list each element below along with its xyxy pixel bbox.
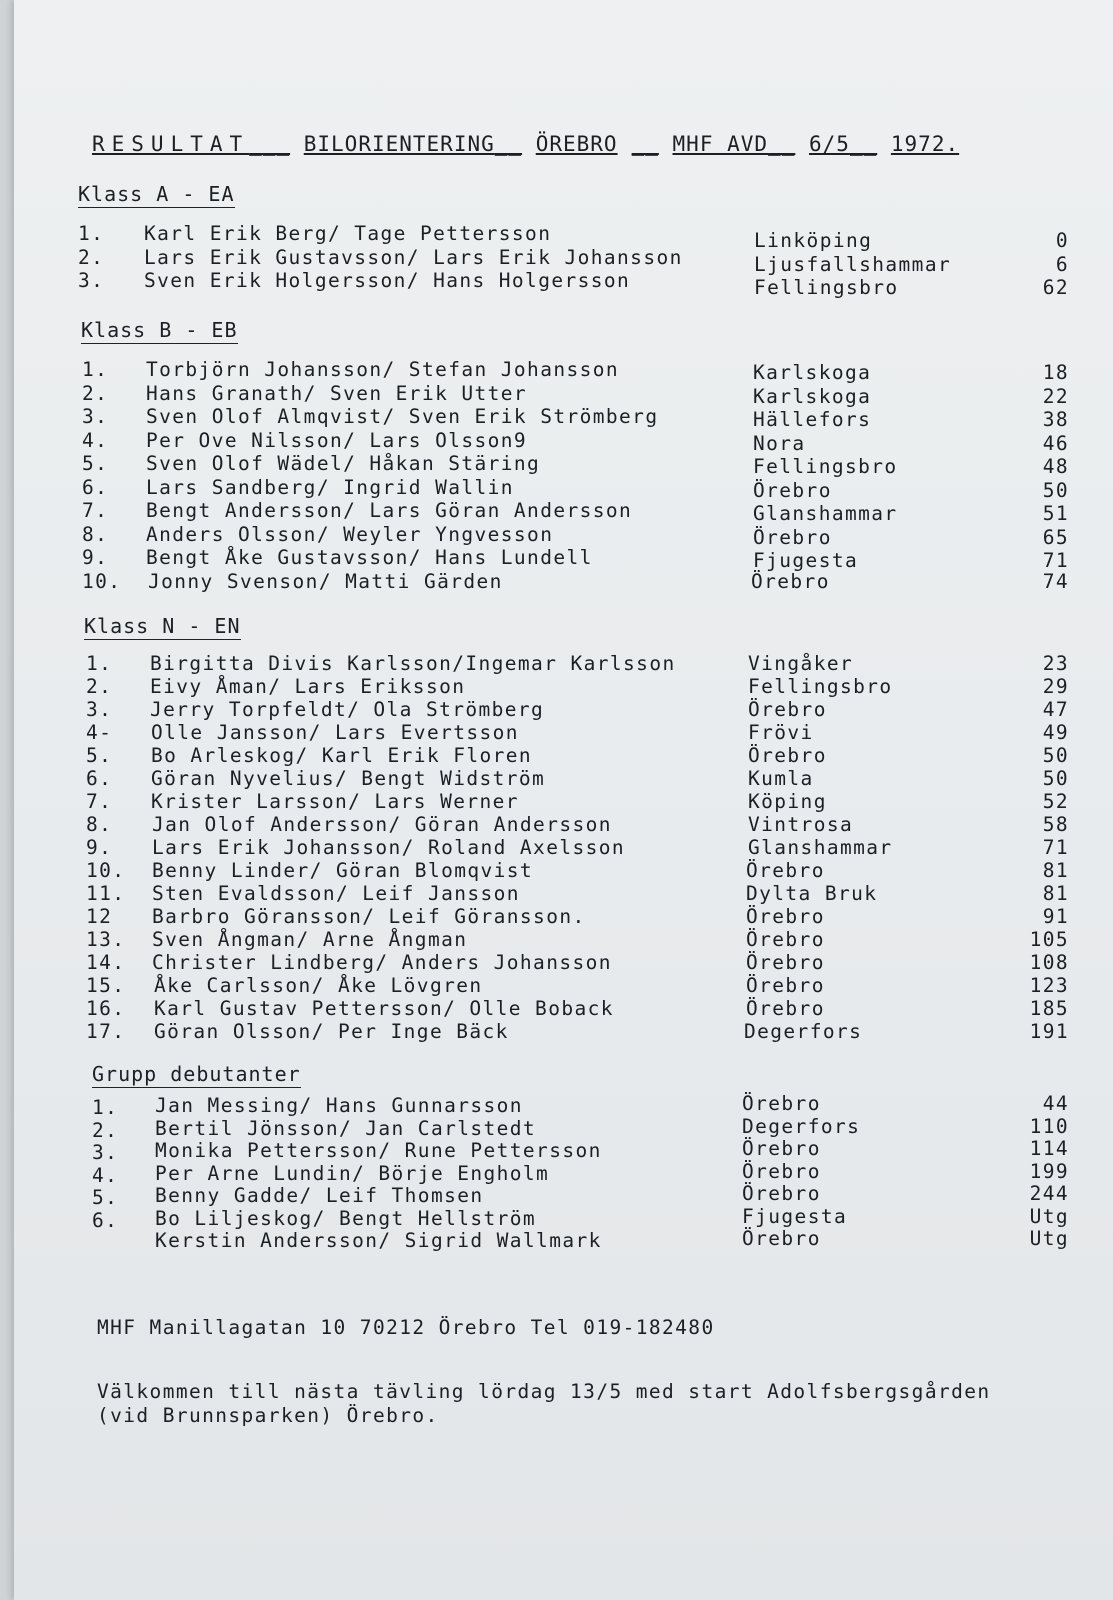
crew-names: Per Ove Nilsson/ Lars Olsson9 — [146, 428, 528, 452]
result-row — [14, 951, 1113, 974]
crew-names: Benny Linder/ Göran Blomqvist — [152, 859, 534, 882]
rank-number: 6. — [86, 767, 113, 790]
document-page — [14, 0, 1113, 1600]
result-row — [14, 452, 1113, 476]
rank-number: 3. — [92, 1141, 119, 1164]
rank-number: 4- — [86, 721, 113, 744]
hometown: Fellingsbro — [754, 276, 899, 299]
points-value: 48 — [1042, 455, 1069, 478]
footer-invite-line1: Välkommen till nästa tävling lördag 13/5 med start Adolfsbergsgården — [97, 1380, 991, 1403]
points-value: 6 — [1055, 252, 1069, 276]
rank-number: 10. — [82, 569, 122, 593]
hometown: Örebro — [742, 1182, 821, 1205]
header-org: MHF AVD — [672, 132, 769, 156]
header-date: 6/5 — [809, 132, 850, 156]
rank-number: 14. — [86, 951, 126, 974]
result-row — [14, 997, 1113, 1020]
rank-number: 5. — [92, 1186, 119, 1209]
section-title-n: Klass N - EN — [84, 614, 241, 638]
result-row — [14, 836, 1113, 859]
hometown: Örebro — [746, 928, 825, 951]
result-row — [14, 767, 1113, 790]
hometown: Frövi — [748, 721, 814, 744]
result-row — [14, 905, 1113, 928]
crew-names: Bengt Andersson/ Lars Göran Andersson — [146, 499, 633, 522]
crew-names: Krister Larsson/ Lars Werner — [151, 790, 519, 813]
rank-number: 6. — [92, 1208, 119, 1232]
points-value: 191 — [1029, 1020, 1069, 1043]
rank-number: 15. — [86, 974, 126, 997]
points-value: 110 — [1029, 1114, 1069, 1138]
rank-number: 1. — [92, 1096, 119, 1119]
hometown: Degerfors — [744, 1020, 863, 1043]
section-b-list — [14, 358, 1113, 593]
crew-names: Jerry Torpfeldt/ Ola Strömberg — [150, 698, 545, 721]
points-value: 71 — [1042, 549, 1069, 572]
hometown: Kumla — [748, 767, 814, 790]
hometown: Örebro — [742, 1092, 821, 1115]
crew-names: Anders Olsson/ Weyler Yngvesson — [146, 522, 554, 546]
rank-number: 9. — [86, 836, 113, 859]
crew-names: Sven Ångman/ Arne Ångman — [152, 928, 468, 951]
rank-number: 8. — [86, 813, 113, 836]
result-row — [14, 570, 1113, 594]
rank-number: 3. — [82, 405, 109, 428]
crew-names: Lars Sandberg/ Ingrid Wallin — [146, 475, 514, 499]
points-value: 244 — [1029, 1182, 1069, 1205]
rank-number: 4. — [92, 1163, 119, 1187]
crew-names: Eivy Åman/ Lars Eriksson — [150, 675, 466, 698]
rank-number: 7. — [86, 790, 113, 813]
hometown: Karlskoga — [753, 361, 872, 384]
points-value: 50 — [1042, 767, 1069, 790]
crew-names: Göran Olsson/ Per Inge Bäck — [154, 1020, 509, 1043]
hometown: Fellingsbro — [748, 675, 893, 698]
points-value: Utg — [1029, 1227, 1069, 1250]
points-value: 62 — [1042, 276, 1069, 299]
header-underline-filler: __ — [849, 132, 878, 156]
crew-names: Torbjörn Johansson/ Stefan Johansson — [146, 358, 620, 381]
result-row — [14, 928, 1113, 951]
points-value: 81 — [1042, 882, 1069, 905]
crew-names: Hans Granath/ Sven Erik Utter — [146, 381, 528, 405]
hometown: Glanshammar — [748, 836, 893, 859]
hometown: Dylta Bruk — [746, 882, 878, 905]
points-value: 108 — [1029, 951, 1069, 974]
rank-number: 3. — [86, 698, 113, 721]
hometown: Fjugesta — [742, 1204, 848, 1228]
hometown: Örebro — [746, 951, 825, 974]
points-value: 51 — [1042, 502, 1069, 525]
points-value: 0 — [1055, 229, 1069, 252]
result-row — [14, 245, 1113, 276]
result-row — [14, 1114, 1113, 1142]
header-underline-filler: ___ — [249, 132, 291, 156]
section-a-list — [14, 222, 1113, 299]
hometown: Köping — [748, 790, 827, 813]
points-value: 65 — [1042, 525, 1069, 549]
crew-names: Karl Erik Berg/ Tage Pettersson — [144, 222, 552, 245]
rank-number: 2. — [78, 245, 105, 269]
crew-names: Sten Evaldsson/ Leif Jansson — [152, 882, 520, 905]
rank-number: 8. — [82, 522, 109, 546]
points-value: 38 — [1042, 408, 1069, 431]
crew-names: Jonny Svenson/ Matti Gärden — [148, 569, 503, 593]
crew-names: Sven Olof Wädel/ Håkan Stäring — [146, 452, 541, 475]
crew-names: Karl Gustav Pettersson/ Olle Boback — [154, 997, 614, 1020]
rank-number: 11. — [86, 882, 126, 905]
points-value: 58 — [1042, 813, 1069, 836]
result-row — [14, 476, 1113, 500]
result-row — [14, 1092, 1113, 1119]
hometown: Örebro — [748, 744, 827, 767]
results-header — [92, 132, 1072, 156]
result-row — [14, 974, 1113, 997]
crew-names: Bo Arleskog/ Karl Erik Floren — [151, 744, 533, 767]
points-value: 185 — [1029, 997, 1069, 1020]
header-underline-filler: __ — [768, 132, 796, 156]
crew-names: Lars Erik Gustavsson/ Lars Erik Johansson — [144, 245, 683, 269]
points-value: 18 — [1042, 361, 1069, 384]
points-value: 114 — [1029, 1137, 1069, 1160]
hometown: Örebro — [742, 1137, 821, 1160]
hometown: Örebro — [742, 1159, 821, 1183]
hometown: Karlskoga — [753, 384, 872, 408]
rank-number: 4. — [82, 428, 109, 452]
crew-names: Kerstin Andersson/ Sigrid Wallmark — [155, 1229, 602, 1252]
result-row — [14, 790, 1113, 813]
points-value: 81 — [1042, 859, 1069, 882]
rank-number: 6. — [82, 475, 109, 499]
section-debutanter-list — [14, 1092, 1113, 1254]
points-value: 22 — [1042, 384, 1069, 408]
result-row — [14, 382, 1113, 406]
crew-names: Lars Erik Johansson/ Roland Axelsson — [152, 836, 626, 859]
crew-names: Åke Carlsson/ Åke Lövgren — [154, 974, 483, 997]
result-row — [14, 813, 1113, 836]
hometown: Nora — [753, 431, 806, 455]
result-row — [14, 1227, 1113, 1254]
hometown: Örebro — [746, 905, 825, 928]
crew-names: Monika Pettersson/ Rune Pettersson — [155, 1139, 602, 1162]
section-title-b: Klass B - EB — [81, 318, 238, 342]
points-value: 199 — [1029, 1159, 1069, 1183]
points-value: 91 — [1042, 905, 1069, 928]
crew-names: Bertil Jönsson/ Jan Carlstedt — [155, 1116, 537, 1140]
crew-names: Bo Liljeskog/ Bengt Hellström — [155, 1206, 537, 1230]
hometown: Örebro — [751, 569, 830, 593]
rank-number: 13. — [86, 928, 126, 951]
hometown: Ljusfallshammar — [754, 252, 952, 276]
crew-names: Jan Messing/ Hans Gunnarsson — [155, 1094, 523, 1117]
crew-names: Göran Nyvelius/ Bengt Widström — [151, 767, 546, 790]
crew-names: Birgitta Divis Karlsson/Ingemar Karlsson — [150, 652, 676, 675]
hometown: Fjugesta — [753, 549, 859, 572]
points-value: 29 — [1042, 675, 1069, 698]
hometown: Linköping — [754, 229, 873, 252]
hometown: Örebro — [753, 525, 832, 549]
rank-number: 5. — [82, 452, 109, 475]
result-row — [14, 222, 1113, 252]
result-row — [14, 1204, 1113, 1232]
header-underline-filler: __ — [494, 132, 523, 156]
crew-names: Sven Olof Almqvist/ Sven Erik Strömberg — [146, 405, 659, 428]
hometown: Glanshammar — [753, 502, 898, 525]
crew-names: Per Arne Lundin/ Börje Engholm — [155, 1161, 550, 1185]
points-value: 49 — [1042, 721, 1069, 744]
header-resultat: RESULTAT — [92, 132, 250, 156]
result-row — [14, 882, 1113, 905]
rank-number: 7. — [82, 499, 109, 522]
result-row — [14, 546, 1113, 570]
section-n-list — [14, 652, 1113, 1043]
points-value: 23 — [1042, 652, 1069, 675]
crew-names: Jan Olof Andersson/ Göran Andersson — [152, 813, 612, 836]
footer-address: MHF Manillagatan 10 70212 Örebro Tel 019-182480 — [97, 1316, 715, 1339]
result-row — [14, 1159, 1113, 1187]
points-value: 44 — [1042, 1092, 1069, 1115]
points-value: 105 — [1029, 928, 1069, 951]
points-value: 50 — [1042, 478, 1069, 502]
rank-number: 12 — [86, 905, 113, 928]
points-value: 71 — [1042, 836, 1069, 859]
points-value: 46 — [1042, 431, 1069, 455]
result-row — [14, 1137, 1113, 1164]
hometown: Hällefors — [753, 408, 872, 431]
hometown: Örebro — [746, 997, 825, 1020]
result-row — [14, 358, 1113, 382]
result-row — [14, 429, 1113, 453]
rank-number: 10. — [86, 859, 126, 882]
result-row — [14, 698, 1113, 721]
result-row — [14, 744, 1113, 767]
points-value: 47 — [1042, 698, 1069, 721]
rank-number: 1. — [82, 358, 109, 381]
result-row — [14, 523, 1113, 547]
crew-names: Sven Erik Holgersson/ Hans Holgersson — [144, 269, 631, 292]
header-event: BILORIENTERING — [303, 132, 495, 156]
hometown: Vingåker — [748, 652, 854, 675]
crew-names: Olle Jansson/ Lars Evertsson — [151, 721, 519, 744]
rank-number: 3. — [78, 269, 105, 292]
rank-number: 5. — [86, 744, 113, 767]
result-row — [14, 721, 1113, 744]
hometown: Degerfors — [742, 1114, 861, 1138]
rank-number: 9. — [82, 546, 109, 569]
points-value: Utg — [1029, 1204, 1069, 1228]
hometown: Örebro — [753, 478, 832, 502]
result-row — [14, 405, 1113, 429]
header-city: ÖREBRO — [535, 132, 618, 156]
rank-number: 2. — [92, 1118, 119, 1142]
points-value: 50 — [1042, 744, 1069, 767]
points-value: 123 — [1029, 974, 1069, 997]
hometown: Örebro — [746, 974, 825, 997]
hometown: Örebro — [742, 1227, 821, 1250]
section-title-a: Klass A - EA — [78, 182, 235, 206]
result-row — [14, 1182, 1113, 1209]
points-value: 74 — [1042, 569, 1069, 593]
rank-number: 2. — [82, 381, 109, 405]
rank-number: 2. — [86, 675, 113, 698]
rank-number: 16. — [86, 997, 126, 1020]
footer-invite-line2: (vid Brunnsparken) Örebro. — [97, 1404, 439, 1427]
points-value: 52 — [1042, 790, 1069, 813]
result-row — [14, 499, 1113, 523]
rank-number: 1. — [78, 222, 105, 245]
crew-names: Christer Lindberg/ Anders Johansson — [152, 951, 612, 974]
hometown: Vintrosa — [748, 813, 854, 836]
hometown: Fellingsbro — [753, 455, 898, 478]
result-row — [14, 269, 1113, 299]
hometown: Örebro — [746, 859, 825, 882]
result-row — [14, 1020, 1113, 1043]
crew-names: Benny Gadde/ Leif Thomsen — [155, 1184, 484, 1207]
rank-number: 1. — [86, 652, 113, 675]
result-row — [14, 675, 1113, 698]
crew-names: Bengt Åke Gustavsson/ Hans Lundell — [146, 546, 593, 569]
crew-names: Barbro Göransson/ Leif Göransson. — [152, 905, 586, 928]
section-title-debutanter: Grupp debutanter — [92, 1062, 301, 1086]
rank-number: 17. — [86, 1020, 126, 1043]
hometown: Örebro — [748, 698, 827, 721]
result-row — [14, 859, 1113, 882]
header-underline-filler: __ — [631, 132, 659, 156]
header-year: 1972. — [890, 132, 960, 156]
result-row — [14, 652, 1113, 675]
